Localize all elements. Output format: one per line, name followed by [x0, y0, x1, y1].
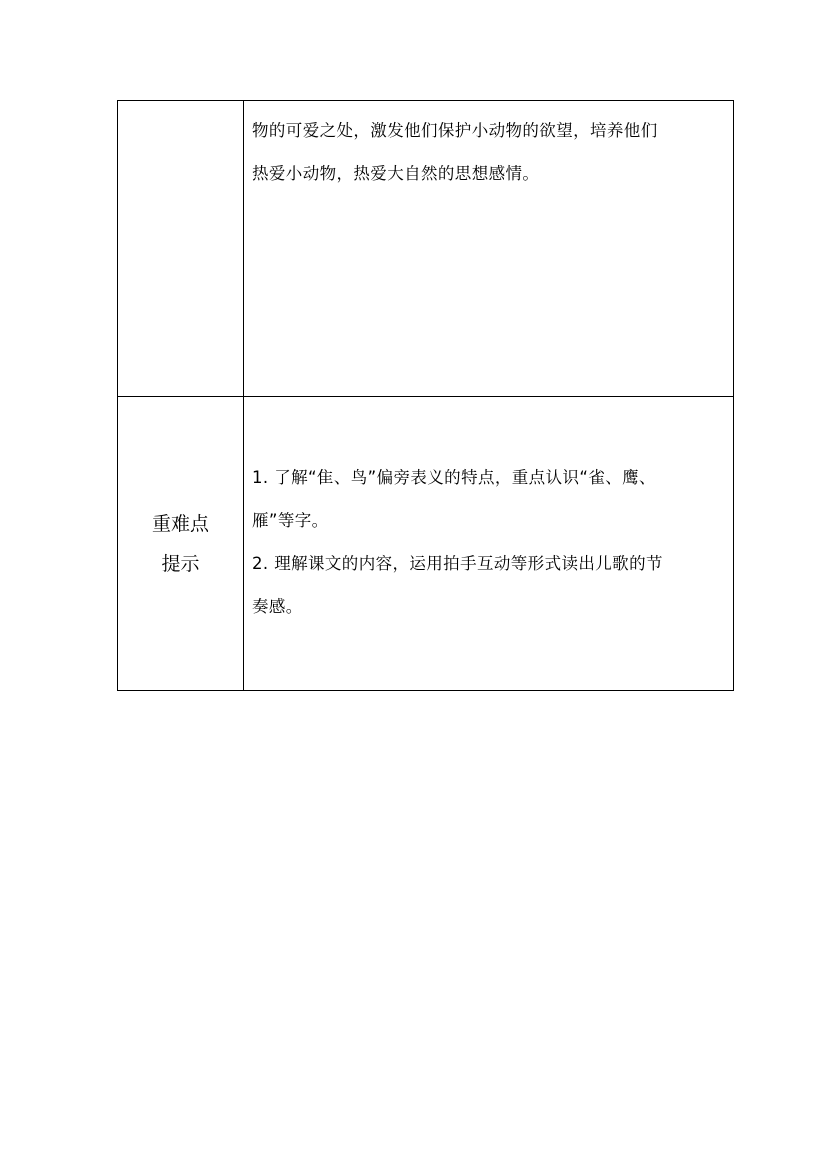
- content-cell-goals: [244, 101, 734, 397]
- text-line: 奏感。: [252, 597, 303, 616]
- text-line: 1. 了解“隹、鸟”偏旁表义的特点，重点认识“雀、鹰、: [252, 468, 656, 487]
- key-points-text: [244, 397, 733, 628]
- label-line: 提示: [161, 552, 200, 575]
- text-line: 2. 理解课文的内容，运用拍手互动等形式读出儿歌的节: [252, 554, 663, 573]
- label-cell-key-points: [118, 397, 244, 691]
- content-cell-key-points: [244, 397, 734, 691]
- text-line: 雁”等字。: [252, 511, 329, 530]
- text-line: 物的可爱之处，激发他们保护小动物的欲望，培养他们: [252, 121, 658, 140]
- label-cell-empty: [118, 101, 244, 397]
- goals-text: [244, 101, 733, 195]
- text-line: 热爱小动物，热爱大自然的思想感情。: [252, 164, 540, 183]
- key-points-label: [118, 397, 243, 690]
- lesson-plan-table: [117, 100, 734, 691]
- table-row: [118, 397, 734, 691]
- table-row: [118, 101, 734, 397]
- label-line: 重难点: [151, 512, 209, 535]
